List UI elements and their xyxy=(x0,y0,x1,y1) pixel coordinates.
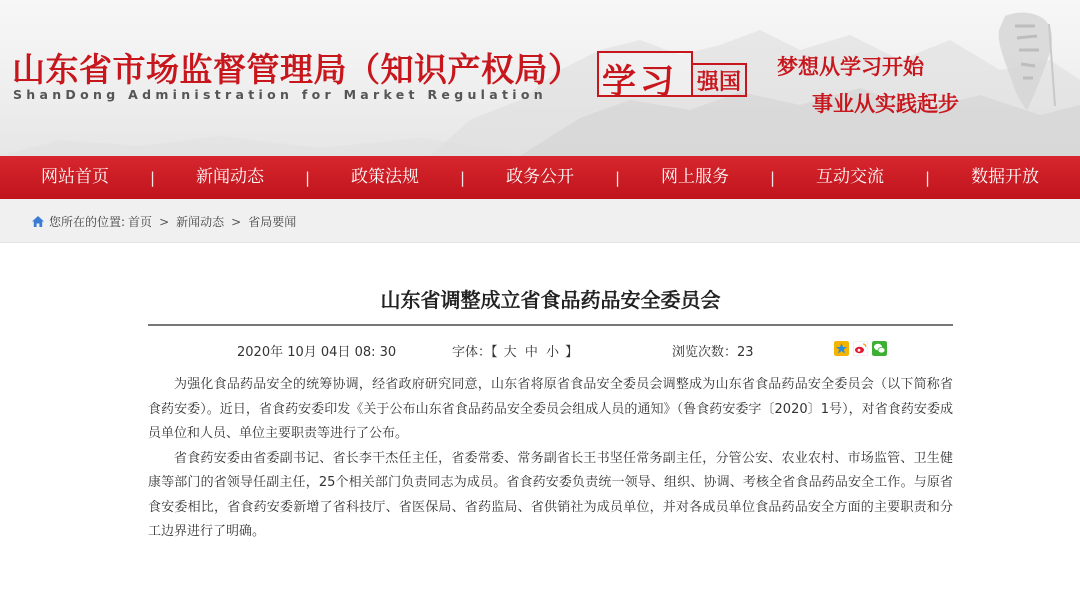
nav-item-gov-affairs[interactable]: 政务公开 xyxy=(506,167,575,187)
slogan-line-1: 梦想从学习开始 xyxy=(777,55,924,79)
logo-main-text: 学习 xyxy=(602,62,678,102)
share-buttons xyxy=(834,341,887,356)
nav-separator: | xyxy=(149,168,156,187)
font-size-large[interactable]: 大 xyxy=(503,345,517,360)
nav-separator: | xyxy=(459,168,466,187)
article-title: 山东省调整成立省食品药品安全委员会 xyxy=(380,288,721,312)
view-count-label: 浏览次数： xyxy=(672,345,738,360)
breadcrumb-bar xyxy=(0,199,1080,243)
nav-separator: | xyxy=(304,168,311,187)
decorative-calligraphy-icon xyxy=(975,6,1075,116)
font-size-control xyxy=(452,341,578,360)
nav-item-open-data[interactable]: 数据开放 xyxy=(971,167,1040,187)
view-count xyxy=(672,341,754,360)
nav-item-policy[interactable]: 政策法规 xyxy=(351,167,419,187)
site-header xyxy=(0,0,1080,156)
breadcrumb-home[interactable]: 首页 xyxy=(128,215,153,229)
breadcrumb-prefix: 您所在的位置: xyxy=(49,215,126,229)
article-body xyxy=(148,373,953,545)
weibo-icon[interactable] xyxy=(853,341,868,356)
font-size-label: 字体：【 xyxy=(452,345,498,360)
article-paragraph: 为强化食品药品安全的统筹协调，经省政府研究同意，山东省将原省食品安全委员会调整成为山东省食品药品安全委员会（以下简称省食药安委）。近日，省食药安委印发《关于公布山东省食品药品安全委员会组成人员的通知》（鲁食药安委字〔2020〕1号），对省食药安委成员单位和人员、单位主要职责等进行了公布。 xyxy=(148,377,953,441)
nav-item-interaction[interactable]: 互动交流 xyxy=(816,167,885,187)
nav-item-home[interactable]: 网站首页 xyxy=(40,167,109,187)
site-title: 山东省市场监督管理局（知识产权局） xyxy=(12,50,582,89)
slogan-line-2: 事业从实践起步 xyxy=(812,92,959,116)
home-icon xyxy=(31,215,45,228)
font-size-medium[interactable]: 中 xyxy=(524,345,538,360)
title-divider xyxy=(148,324,953,326)
xuexi-qiangguo-logo[interactable] xyxy=(597,51,749,102)
wechat-icon[interactable] xyxy=(872,341,887,356)
breadcrumb-province-news[interactable]: 省局要闻 xyxy=(248,215,297,229)
font-size-small[interactable]: 小 xyxy=(545,345,559,360)
nav-separator: | xyxy=(925,168,931,187)
qzone-icon[interactable] xyxy=(834,341,849,356)
logo-sub-text: 强国 xyxy=(697,69,742,95)
breadcrumb-separator: > xyxy=(159,214,170,229)
nav-separator: | xyxy=(770,168,776,187)
breadcrumb-separator: > xyxy=(231,214,242,229)
breadcrumb-news[interactable]: 新闻动态 xyxy=(176,215,225,229)
breadcrumb xyxy=(31,213,296,230)
article-paragraph: 省食药安委由省委副书记、省长李干杰任主任，省委常委、常务副省长王书坚任常务副主任，分管公安、农业农村、市场监管、卫生健康等部门的省领导任副主任，25个相关部门负责同志为成员。省食药安委负责统一领导、组织、协调、考核全省食品药品安全工作。与原省食安委相比，省食药安委新增了省科技厅、省医保局、省药监局、省供销社为成员单位，并对各成员单位食品药品安全方面的主要职责和分工边界进行了明确。 xyxy=(148,450,953,539)
publish-date: 2020年 10月 04日 08: 30 xyxy=(237,345,397,360)
font-size-close: 】 xyxy=(565,345,579,360)
nav-separator: | xyxy=(615,168,621,187)
site-title-english: ShanDong Administration for Market Regulation xyxy=(13,87,547,102)
main-nav xyxy=(0,156,1080,199)
nav-item-online-service[interactable]: 网上服务 xyxy=(661,167,730,187)
nav-item-news[interactable]: 新闻动态 xyxy=(195,167,264,187)
view-count-value: 23 xyxy=(737,345,754,360)
